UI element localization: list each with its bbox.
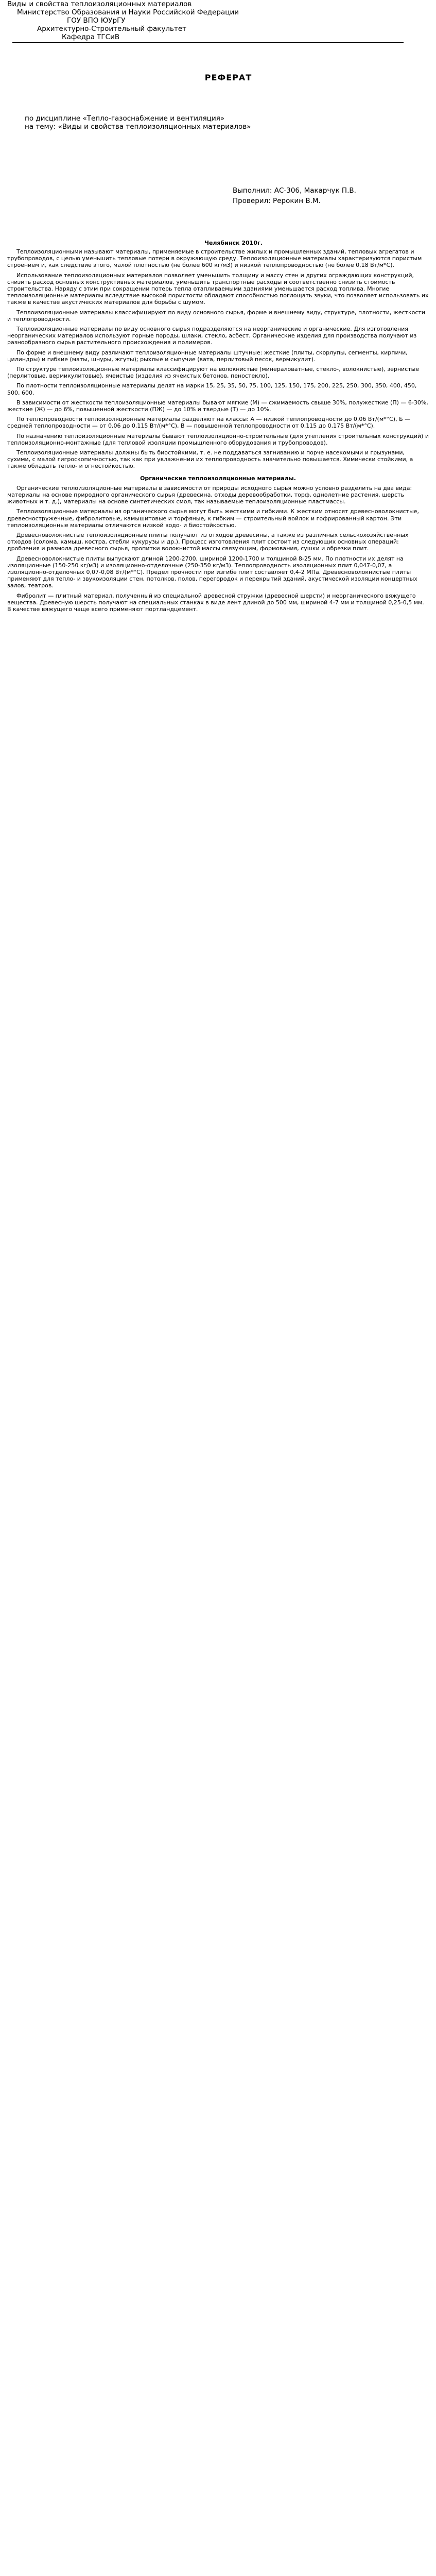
section-heading-organic: Органические теплоизоляционные материалы. xyxy=(140,474,296,482)
paragraph: Теплоизоляционные материалы должны быть биостойкими, т. е. не поддаваться загниванию и порче насекомыми и грызунами, сухими, с малой гигроскопичностью, так как при увлажнении их теплопроводность значительно повышается. Химически стойкими, а также обладать тепло- и огнестойкостью. xyxy=(7,449,413,470)
paragraph: Использование теплоизоляционных материалов позволяет уменьшить толщину и массу стен и других ограждающих конструкций, снизить расход основных конструктивных материалов, уменьшить транспортные расходы и соответственно снизить стоимость строительства. Наряду с этим при сокращении потерь тепла отапливаемыми зданиями уменьшается расход топлива. Многие теплоизоляционные материалы вследствие высокой пористости обладают способностью поглощать звуки, что позволяет использовать их также в качестве акустических материалов для борьбы с шумом. xyxy=(7,272,429,306)
author-reviewer: Проверил: Рерокин В.М. xyxy=(233,197,321,205)
header-block xyxy=(7,0,429,43)
subject-discipline: по дисциплине «Тепло-газоснабжение и вентиляция» xyxy=(25,114,225,123)
organic-section xyxy=(7,485,429,613)
department-line: Кафедра ТГСиВ xyxy=(62,33,120,41)
paragraph: По назначению теплоизоляционные материалы бывают теплоизоляционно-строительные (для утепления строительных конструкций) и теплоизоляционно-монтажные (для тепловой изоляции промышленного оборудования и трубопроводов). xyxy=(7,432,429,446)
city-date: Челябинск 2010г. xyxy=(204,240,263,246)
paragraph: Теплоизоляционные материалы по виду основного сырья подразделяются на неорганические и органические. Для изготовления неорганических материалов используют горные породы, шлаки, стекло, асбест. Органические изделия для производства получают из разнообразного сырья растительного происхождения и полимеров. xyxy=(7,326,417,346)
faculty-line: Архитектурно-Строительный факультет xyxy=(37,25,187,33)
document-title: РЕФЕРАТ xyxy=(204,73,252,82)
university-line: ГОУ ВПО ЮУрГУ xyxy=(67,16,126,25)
paragraph: Фибролит — плитный материал, полученный из специальной древесной стружки (древесной шерсти) и неорганического вяжущего вещества. Древесную шерсть получают на специальных станках в виде лент длиной до 500 мм, шириной 4-7 мм и толщиной 0,25-0,5 мм. В качестве вяжущего чаще всего применяют портландцемент. xyxy=(7,592,424,613)
subject-topic: на тему: «Виды и свойства теплоизоляционных материалов» xyxy=(25,123,251,131)
paragraph: Древесноволокнистые плиты выпускают длиной 1200-2700, шириной 1200-1700 и толщиной 8-25 мм. По плотности их делят на изоляционные (150-250 кг/м3) и изоляционно-отделочные (250-350 кг/м3). Теплопроводность изоляционных плит 0,047-0,07, а изоляционно-отделочных 0,07-0,08 Вт/(м*°С). Предел прочности при изгибе плит составляет 0,4-2 МПа. Древесноволокнистые плиты применяют для тепло- и звукоизоляции стен, потолков, полов, перегородок и перекрытий зданий, акустической изоляции концертных залов, театров. xyxy=(7,555,417,589)
author-block xyxy=(7,185,429,206)
paragraph: Теплоизоляционными называют материалы, применяемые в строительстве жилых и промышленных зданий, тепловых агрегатов и трубопроводов, с целью уменьшить тепловые потери в окружающую среду. Теплоизоляционные материалы характеризуются пористым строением и, как следствие этого, малой плотностью (не более 600 кг/м3) и низкой теплопроводностью (не более 0,18 Вт/м*С). xyxy=(7,248,422,269)
paragraph: Теплоизоляционные материалы из органического сырья могут быть жесткими и гибкими. К жестким относят древесноволокнистые, древесностружечные, фибролитовые, камышитовые и торфяные, к гибким — строительный войлок и гофрированный картон. Эти теплоизоляционные материалы отличаются низкой водо- и биостойкостью. xyxy=(7,508,420,529)
paragraph: Теплоизоляционные материалы классифицируют по виду основного сырья, форме и внешнему виду, структуре, плотности, жесткости и теплопроводности. xyxy=(7,309,425,323)
doc-heading: Виды и свойства теплоизоляционных материалов xyxy=(7,0,192,8)
ministry-line: Министерство Образования и Науки Российской Федерации xyxy=(17,8,239,16)
document-page xyxy=(0,0,436,613)
paragraph: Органические теплоизоляционные материалы в зависимости от природы исходного сырья можно условно разделить на два вида: материалы на основе природного органического сырья (древесина, отходы деревообработки, торф, однолетние растения, шерсть животных и т. д.), материалы на основе синтетических смол, так называемые теплоизоляционные пластмассы. xyxy=(7,484,412,505)
intro-section xyxy=(7,248,429,470)
subject-block xyxy=(7,114,429,131)
paragraph: В зависимости от жесткости теплоизоляционные материалы бывают мягкие (М) — сжимаемость свыше 30%, полужесткие (П) — 6-30%, жесткие (Ж) — до 6%, повышенной жесткости (ПЖ) — до 10% и твердые (Т) — до 10%. xyxy=(7,399,428,413)
paragraph: По плотности теплоизоляционные материалы делят на марки 15, 25, 35, 50, 75, 100, 125, 150, 175, 200, 225, 250, 300, 350, 400, 450, 500, 600. xyxy=(7,382,417,396)
paragraph: Древесноволокнистые теплоизоляционные плиты получают из отходов древесины, а также из различных сельскохозяйственных отходов (солома, камыш, костра, стебли кукурузы и др.). Процесс изготовления плит состоит из следующих основных операций: дробления и размола древесного сырья, пропитки волокнистой массы связующим, формования, сушки и обрезки плит. xyxy=(7,531,409,552)
author-student: Выполнил: АС-306, Макарчук П.В. xyxy=(233,187,356,195)
paragraph: По форме и внешнему виду различают теплоизоляционные материалы штучные: жесткие (плиты, скорлупы, сегменты, кирпичи, цилиндры) и гибкие (маты, шнуры, жгуты); рыхлые и сыпучие (вата, перлитовый песок, вермикулит). xyxy=(7,349,408,363)
paragraph: По теплопроводности теплоизоляционные материалы разделяют на классы: А — низкой теплопроводности до 0,06 Вт/(м*°С), Б — средней теплопроводности — от 0,06 до 0,115 Вт/(м*°С), В — повышенной теплопроводности от 0,115 до 0,175 Вт/(м*°С). xyxy=(7,416,411,430)
paragraph: По структуре теплоизоляционные материалы классифицируют на волокнистые (минераловатные, стекло-, волокнистые), зернистые (перлитовые, вермикулитовые), ячеистые (изделия из ячеистых бетонов, пеностекло). xyxy=(7,366,420,380)
